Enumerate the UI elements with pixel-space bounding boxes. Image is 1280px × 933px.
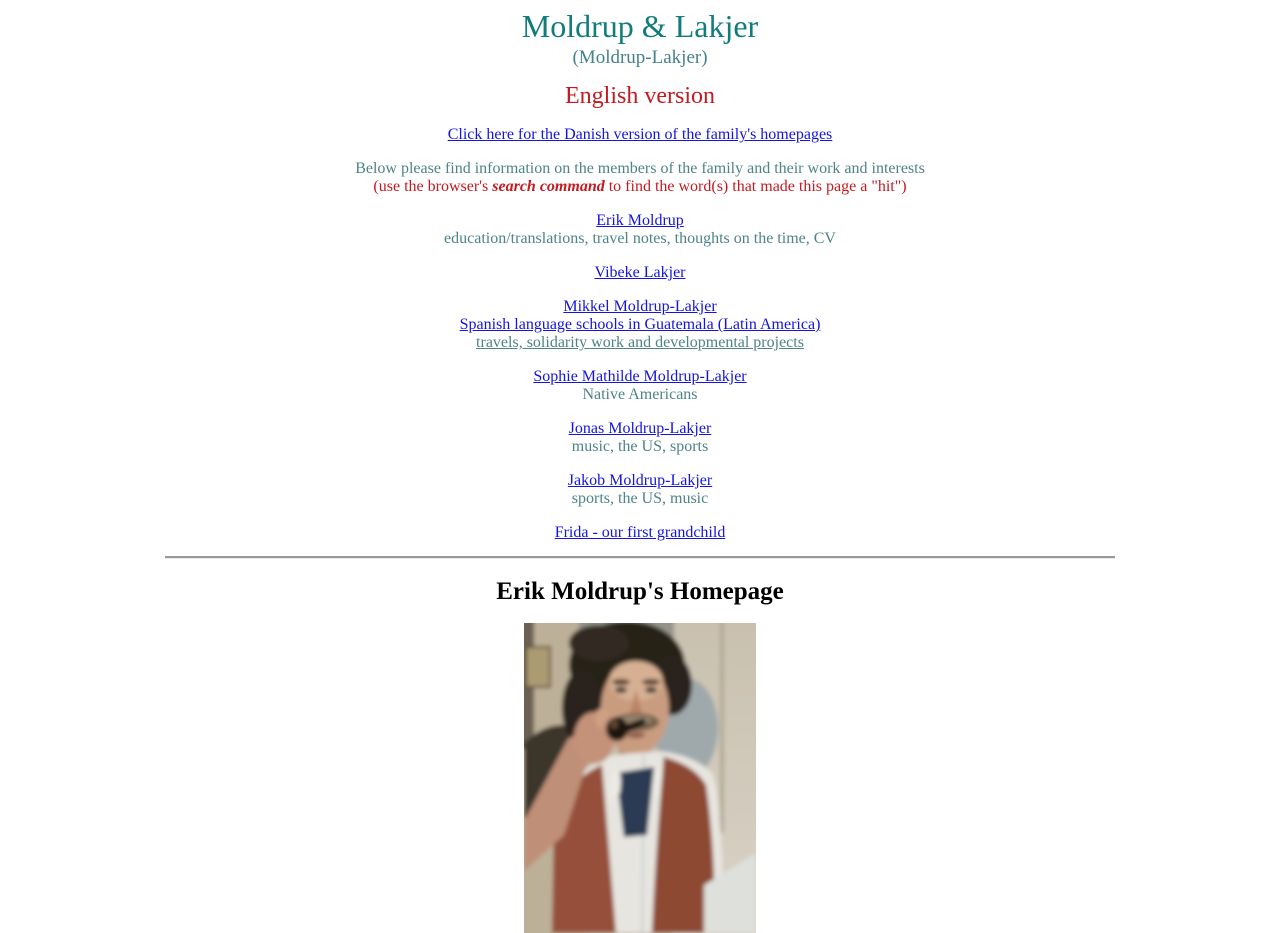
- erik-portrait-photo: [524, 623, 756, 933]
- member-vibeke: [0, 264, 1280, 282]
- member-link-vibeke-lakjer[interactable]: Vibeke Lakjer: [594, 264, 686, 281]
- member-mikkel: [0, 298, 1280, 352]
- frida-grandchild-link[interactable]: Frida - our first grandchild: [554, 524, 726, 541]
- member-note-jonas: music, the US, sports: [571, 438, 709, 455]
- erik-portrait-illustration: [524, 623, 756, 933]
- guatemala-schools-link[interactable]: Spanish language schools in Guatemala (Latin America): [459, 316, 821, 333]
- member-frida: [0, 524, 1280, 542]
- member-note-erik: education/translations, travel notes, thoughts on the time, CV: [444, 230, 836, 247]
- search-hint-prefix: (use the browser's: [373, 178, 493, 195]
- search-hint-line: [373, 178, 906, 195]
- intro-line: Below please find information on the members of the family and their work and interests: [355, 160, 925, 177]
- member-note-jakob: sports, the US, music: [571, 490, 709, 507]
- member-link-sophie-moldrup-lakjer[interactable]: Sophie Mathilde Moldrup-Lakjer: [533, 368, 747, 385]
- page-subtitle: (Moldrup-Lakjer): [572, 47, 708, 68]
- member-link-jakob-moldrup-lakjer[interactable]: Jakob Moldrup-Lakjer: [567, 472, 713, 489]
- intro-paragraph: [0, 160, 1280, 196]
- member-erik: [0, 212, 1280, 248]
- member-link-erik-moldrup[interactable]: Erik Moldrup: [596, 212, 684, 229]
- search-hint-suffix: to find the word(s) that made this page a "hit"): [604, 178, 907, 195]
- page-title: Moldrup & Lakjer: [521, 8, 759, 44]
- member-link-jonas-moldrup-lakjer[interactable]: Jonas Moldrup-Lakjer: [568, 420, 712, 437]
- member-jakob: [0, 472, 1280, 508]
- english-version-heading: English version: [565, 83, 715, 109]
- member-sophie: [0, 368, 1280, 404]
- section-divider: [165, 556, 1115, 559]
- travels-solidarity-link[interactable]: travels, solidarity work and developmental projects: [476, 334, 804, 351]
- member-link-mikkel-moldrup-lakjer[interactable]: Mikkel Moldrup-Lakjer: [563, 298, 717, 315]
- danish-version-link[interactable]: Click here for the Danish version of the family's homepages: [447, 126, 833, 143]
- erik-homepage-heading: Erik Moldrup's Homepage: [496, 578, 784, 605]
- member-jonas: [0, 420, 1280, 456]
- danish-version-row: [0, 126, 1280, 144]
- member-note-sophie: Native Americans: [582, 386, 698, 403]
- search-command-keyword: search command: [492, 178, 605, 195]
